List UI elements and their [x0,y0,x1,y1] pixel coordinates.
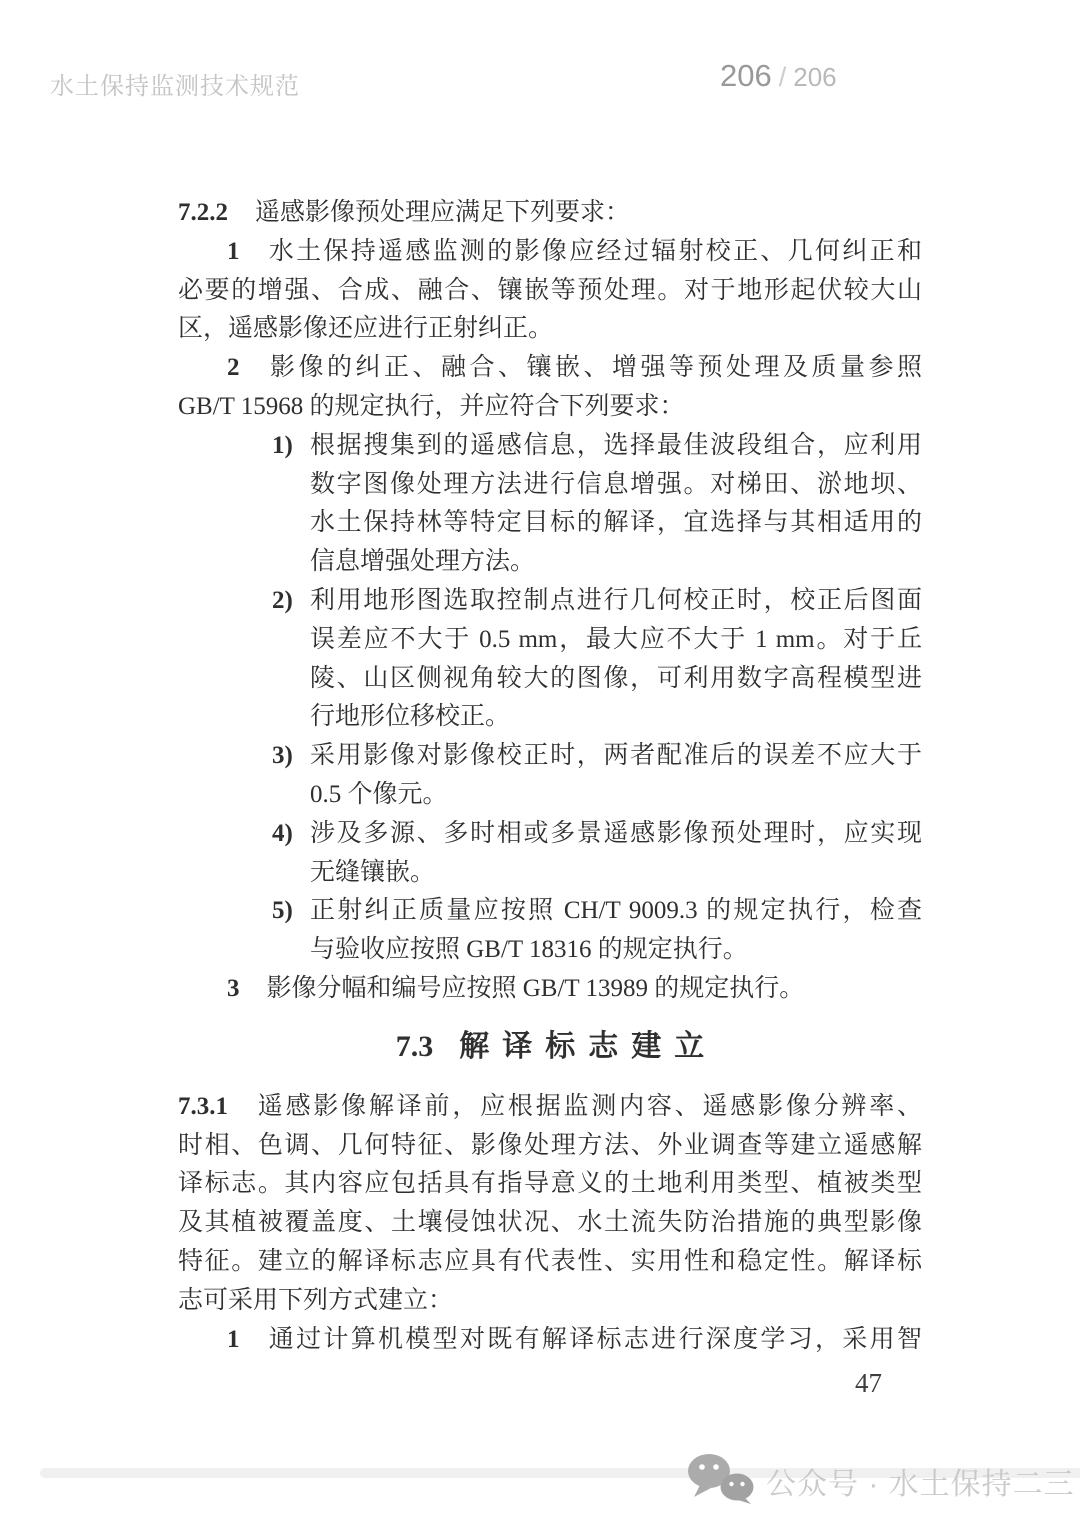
line-text: 解译标志建立 [459,1029,718,1063]
line-text: 根据搜集到的遥感信息，选择最佳波段组合，应利用 [310,431,922,459]
list-marker: 5) [272,897,293,925]
text-line [178,543,922,582]
clause-number: 7.2.2 [178,199,228,226]
line-text: 遥感影像解译前，应根据监测内容、遥感影像分辨率、 [255,1092,922,1120]
line-text: 水土保持林等特定目标的解译，宜选择与其相适用的 [310,509,922,537]
line-text: GB/T 15968 的规定执行，并应符合下列要求： [178,392,685,420]
text-line [178,272,922,311]
text-line [178,349,922,388]
page-indicator [720,58,837,94]
text-line [178,504,922,543]
text-line [178,970,922,1009]
line-text: 0.5 个像元。 [310,780,448,808]
text-line [178,1282,922,1321]
text-line [178,660,922,699]
text-line [178,1321,922,1360]
line-text: 时相、色调、几何特征、影像处理方法、外业调查等建立遥感解 [178,1131,922,1159]
line-text: 数字图像处理方法进行信息增强。对梯田、淤地坝、 [310,470,922,498]
line-text: 行地形位移校正。 [310,703,511,731]
text-line [178,931,922,970]
clause-number: 1 [227,237,240,265]
clause-number: 1 [227,1325,240,1353]
text-line [178,310,922,349]
list-marker: 2) [272,586,293,614]
printed-page-number: 47 [855,1368,882,1398]
line-text: 涉及多源、多时相或多景遥感影像预处理时，应实现 [310,819,922,847]
text-line [178,1204,922,1243]
text-line [178,582,922,621]
line-text: 水土保持遥感监测的影像应经过辐射校正、几何纠正和 [266,237,922,265]
doc-title: 水土保持监测技术规范 [50,73,300,100]
wechat-icon [686,1452,758,1509]
line-text: 特征。建立的解译标志应具有代表性、实用性和稳定性。解译标 [178,1247,922,1275]
clause-number: 3 [227,974,240,1002]
total-pages: 206 [793,62,837,92]
text-line [178,1088,922,1127]
text-line [178,892,922,931]
text-line [178,621,922,660]
text-line [178,815,922,854]
document-body [178,194,922,1359]
text-line [178,427,922,466]
text-line [178,466,922,505]
text-line [178,194,922,233]
clause-number: 7.3 [395,1029,434,1063]
text-line [178,854,922,893]
line-text: 利用地形图选取控制点进行几何校正时，校正后图面 [310,586,922,614]
line-text: 影像分幅和编号应按照 GB/T 13989 的规定执行。 [266,974,805,1002]
list-marker: 4) [272,819,293,847]
text-line [178,698,922,737]
line-text: 区，遥感影像还应进行正射纠正。 [178,315,554,343]
line-text: 无缝镶嵌。 [310,858,436,886]
text-line [178,388,922,427]
text-line [178,1165,922,1204]
text-line [178,1243,922,1282]
clause-number: 2 [227,354,240,382]
line-text: 通过计算机模型对既有解译标志进行深度学习，采用智 [266,1325,922,1353]
page-separator: / [778,62,787,92]
line-text: 正射纠正质量应按照 CH/T 9009.3 的规定执行，检查 [310,897,922,925]
line-text: 误差应不大于 0.5 mm，最大应不大于 1 mm。对于丘 [310,625,922,653]
list-marker: 3) [272,742,293,770]
text-line [178,776,922,815]
list-marker: 1) [272,431,293,459]
line-text: 陵、山区侧视角较大的图像，可利用数字高程模型进 [310,664,922,692]
line-text: 影像的纠正、融合、镶嵌、增强等预处理及质量参照 [266,354,922,382]
current-page: 206 [720,58,772,93]
watermark-text: 公众号 · 水土保持二三 [766,1467,1075,1501]
line-text: 译标志。其内容应包括具有指导意义的土地利用类型、植被类型 [178,1170,922,1198]
line-text: 及其植被覆盖度、土壤侵蚀状况、水土流失防治措施的典型影像 [178,1209,922,1237]
text-line [178,737,922,776]
line-text: 采用影像对影像校正时，两者配准后的误差不应大于 [310,742,922,770]
line-text: 信息增强处理方法。 [310,548,536,576]
watermark [686,1452,1075,1509]
clause-number: 7.3.1 [178,1092,228,1120]
text-line [178,233,922,272]
line-text: 志可采用下列方式建立： [178,1286,454,1314]
line-text: 遥感影像预处理应满足下列要求： [255,199,631,226]
section-heading [178,1027,922,1067]
line-text: 必要的增强、合成、融合、镶嵌等预处理。对于地形起伏较大山 [178,276,922,304]
text-line [178,1127,922,1166]
line-text: 与验收应按照 GB/T 18316 的规定执行。 [310,936,748,964]
